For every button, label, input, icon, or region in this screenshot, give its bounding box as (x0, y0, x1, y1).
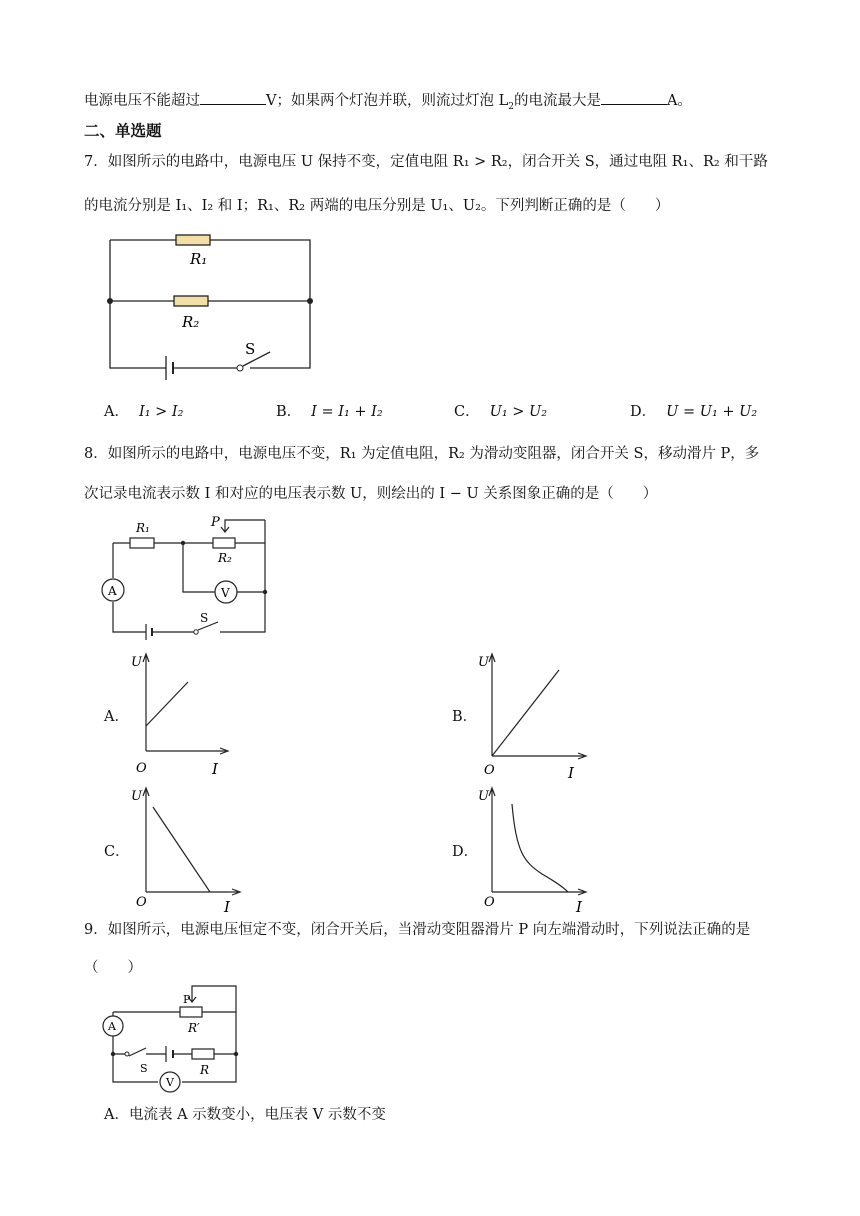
q7-option-a[interactable]: A． I₁ > I₂ (104, 404, 184, 420)
q8-r1-label: R₁ (136, 521, 150, 535)
q8-graph-c (126, 782, 246, 914)
q9-p-label: P (183, 993, 191, 1006)
fill-text-3: 的电流最大是 (513, 93, 601, 109)
q9-circuit-diagram (96, 982, 246, 1087)
q9-option-a[interactable]: A．电流表 A 示数变小，电压表 V 示数不变 (104, 1107, 386, 1123)
svg-text:O: O (484, 763, 495, 778)
q8-p-label: P (211, 515, 220, 530)
fill-text-1: 电源电压不能超过 (84, 93, 200, 109)
q8-option-a[interactable]: A． (104, 709, 129, 725)
q8-stem-line-1: 8．如图所示的电路中，电源电压不变，R₁ 为定值电阻，R₂ 为滑动变阻器，闭合开关 S，移动滑片 P，多 (84, 446, 760, 462)
q9-stem-line-2: （ ） (84, 960, 142, 976)
answer-blank-1[interactable] (200, 90, 266, 105)
q8-voltmeter-label: V (221, 586, 230, 600)
fill-text-4: A。 (666, 93, 692, 109)
q9-ammeter-label: A (108, 1020, 116, 1033)
q8-option-b[interactable]: B． (452, 709, 478, 725)
q9-r-label: R (200, 1063, 210, 1077)
q8-switch-label: S (200, 611, 209, 625)
q8-ammeter-label: A (108, 584, 117, 598)
q7-r2-label: R₂ (182, 313, 200, 331)
q7-switch-label: S (245, 340, 256, 358)
q7-option-d[interactable]: D． U = U₁ + U₂ (630, 404, 758, 420)
svg-text:O: O (484, 895, 495, 910)
q8-stem-line-2: 次记录电流表示数 I 和对应的电压表示数 U，则绘出的 I − U 关系图象正确的是（ ） (84, 486, 658, 502)
q7-circuit-diagram (100, 228, 320, 378)
svg-text:O: O (136, 761, 147, 776)
svg-text:I: I (212, 760, 218, 778)
q8-r2-label: R₂ (218, 551, 232, 565)
svg-text:I: I (224, 898, 230, 916)
q7-option-c[interactable]: C． U₁ > U₂ (454, 404, 548, 420)
q9-rprime-label: R′ (188, 1021, 200, 1035)
q7-stem-line-1: 7．如图所示的电路中，电源电压 U 保持不变，定值电阻 R₁ > R₂，闭合开关 S，通过电阻 R₁、R₂ 和干路 (84, 154, 768, 170)
q9-voltmeter-label: V (166, 1076, 174, 1089)
svg-text:O: O (136, 895, 147, 910)
q7-option-b[interactable]: B． I = I₁ + I₂ (276, 404, 383, 420)
svg-text:U: U (478, 789, 489, 804)
q7-stem-line-2: 的电流分别是 I₁、I₂ 和 I；R₁、R₂ 两端的电压分别是 U₁、U₂。下列判断正确的是（ ） (84, 198, 670, 214)
fill-text-2: V；如果两个灯泡并联，则流过灯泡 L (266, 93, 509, 109)
fill-in-line (84, 90, 692, 117)
q8-option-c[interactable]: C． (104, 844, 130, 860)
svg-text:I: I (576, 898, 582, 916)
q8-circuit-diagram (100, 510, 275, 640)
section-title: 二、单选题 (84, 122, 162, 140)
answer-blank-2[interactable] (601, 90, 667, 105)
svg-text:U: U (478, 655, 489, 670)
fill-text-sub: 2 (508, 101, 514, 112)
q9-switch-label: S (140, 1062, 148, 1075)
q9-stem-line-1: 9．如图所示，电源电压恒定不变，闭合开关后，当滑动变阻器滑片 P 向左端滑动时，下列说法正确的是 (84, 922, 751, 938)
q8-graph-a (126, 648, 236, 778)
q8-graph-b (472, 648, 592, 780)
q7-r1-label: R₁ (190, 250, 208, 268)
q8-graph-d (472, 782, 592, 914)
q8-option-d[interactable]: D． (452, 844, 479, 860)
svg-text:U: U (131, 655, 142, 670)
svg-text:I: I (568, 764, 574, 782)
svg-text:U: U (131, 789, 142, 804)
